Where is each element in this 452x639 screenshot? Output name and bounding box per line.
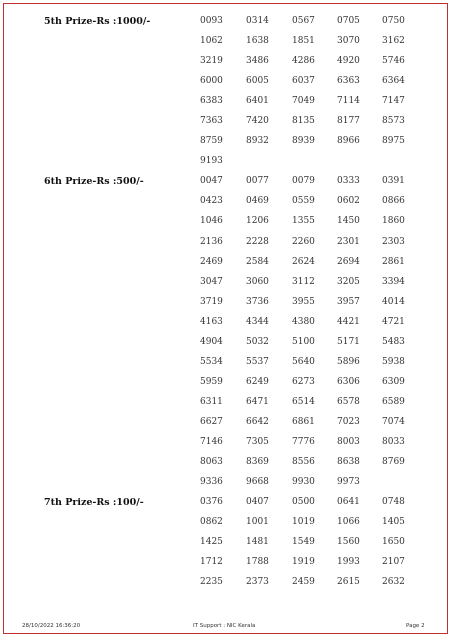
ticket-number: 4904 bbox=[200, 336, 223, 347]
ticket-number: 5938 bbox=[382, 356, 405, 367]
ticket-number: 5100 bbox=[292, 336, 315, 347]
ticket-number: 0376 bbox=[200, 497, 223, 508]
ticket-number: 6306 bbox=[337, 376, 360, 387]
ticket-number: 3060 bbox=[246, 276, 269, 287]
ticket-number: 4380 bbox=[292, 316, 315, 327]
ticket-number: 5483 bbox=[382, 336, 405, 347]
number-row bbox=[0, 257, 452, 277]
ticket-number: 2228 bbox=[246, 236, 269, 247]
ticket-number: 1062 bbox=[200, 36, 223, 47]
ticket-number: 1650 bbox=[382, 537, 405, 548]
number-row bbox=[0, 417, 452, 437]
ticket-number: 0705 bbox=[337, 16, 360, 26]
ticket-number: 3736 bbox=[246, 296, 269, 307]
ticket-number: 8975 bbox=[382, 136, 405, 147]
ticket-number: 6642 bbox=[246, 416, 269, 427]
ticket-number: 6000 bbox=[200, 76, 223, 87]
ticket-number: 0047 bbox=[200, 176, 223, 187]
page-footer bbox=[0, 623, 452, 635]
ticket-number: 6627 bbox=[200, 416, 223, 427]
ticket-number: 8003 bbox=[337, 437, 360, 448]
ticket-number: 1450 bbox=[337, 216, 360, 227]
ticket-number: 8966 bbox=[337, 136, 360, 147]
ticket-number: 1851 bbox=[292, 36, 315, 47]
ticket-number: 2136 bbox=[200, 236, 223, 247]
prize-title: 5th Prize-Rs :1000/- bbox=[44, 16, 151, 27]
ticket-number: 9336 bbox=[200, 477, 223, 488]
ticket-number: 5640 bbox=[292, 356, 315, 367]
ticket-number: 6364 bbox=[382, 76, 405, 87]
ticket-number: 0093 bbox=[200, 16, 223, 26]
ticket-number: 0567 bbox=[292, 16, 315, 26]
ticket-number: 4014 bbox=[382, 296, 405, 307]
number-row bbox=[0, 537, 452, 557]
ticket-number: 4721 bbox=[382, 316, 405, 327]
ticket-number: 7305 bbox=[246, 437, 269, 448]
number-row bbox=[0, 176, 452, 196]
number-row bbox=[0, 196, 452, 216]
ticket-number: 6037 bbox=[292, 76, 315, 87]
ticket-number: 2260 bbox=[292, 236, 315, 247]
ticket-number: 7420 bbox=[246, 116, 269, 127]
ticket-number: 3205 bbox=[337, 276, 360, 287]
ticket-number: 1788 bbox=[246, 557, 269, 568]
ticket-number: 1405 bbox=[382, 517, 405, 528]
ticket-number: 3955 bbox=[292, 296, 315, 307]
ticket-number: 0866 bbox=[382, 196, 405, 207]
ticket-number: 4286 bbox=[292, 56, 315, 67]
ticket-number: 0391 bbox=[382, 176, 405, 187]
ticket-number: 8556 bbox=[292, 457, 315, 468]
ticket-number: 6309 bbox=[382, 376, 405, 387]
ticket-number: 8638 bbox=[337, 457, 360, 468]
ticket-number: 1712 bbox=[200, 557, 223, 568]
ticket-number: 2303 bbox=[382, 236, 405, 247]
ticket-number: 7074 bbox=[382, 416, 405, 427]
ticket-number: 5896 bbox=[337, 356, 360, 367]
ticket-number: 3219 bbox=[200, 56, 223, 67]
ticket-number: 1560 bbox=[337, 537, 360, 548]
ticket-number: 9930 bbox=[292, 477, 315, 488]
footer-timestamp: 28/10/2022 16:36:20 bbox=[22, 623, 81, 629]
ticket-number: 1860 bbox=[382, 216, 405, 227]
ticket-number: 0559 bbox=[292, 196, 315, 207]
ticket-number: 0641 bbox=[337, 497, 360, 508]
ticket-number: 0862 bbox=[200, 517, 223, 528]
number-row bbox=[0, 497, 452, 517]
number-row bbox=[0, 36, 452, 56]
ticket-number: 8769 bbox=[382, 457, 405, 468]
ticket-number: 2301 bbox=[337, 236, 360, 247]
ticket-number: 2694 bbox=[337, 256, 360, 267]
number-row bbox=[0, 116, 452, 136]
ticket-number: 7049 bbox=[292, 96, 315, 107]
ticket-number: 5171 bbox=[337, 336, 360, 347]
ticket-number: 1481 bbox=[246, 537, 269, 548]
ticket-number: 0750 bbox=[382, 16, 405, 26]
number-row bbox=[0, 96, 452, 116]
ticket-number: 7363 bbox=[200, 116, 223, 127]
ticket-number: 8063 bbox=[200, 457, 223, 468]
number-row bbox=[0, 457, 452, 477]
ticket-number: 3394 bbox=[382, 276, 405, 287]
ticket-number: 8939 bbox=[292, 136, 315, 147]
ticket-number: 0748 bbox=[382, 497, 405, 508]
ticket-number: 4344 bbox=[246, 316, 269, 327]
number-row bbox=[0, 437, 452, 457]
ticket-number: 6311 bbox=[200, 396, 223, 407]
ticket-number: 1549 bbox=[292, 537, 315, 548]
number-row bbox=[0, 76, 452, 96]
ticket-number: 7114 bbox=[337, 96, 360, 107]
ticket-number: 0423 bbox=[200, 196, 223, 207]
ticket-number: 3957 bbox=[337, 296, 360, 307]
number-row bbox=[0, 297, 452, 317]
ticket-number: 2584 bbox=[246, 256, 269, 267]
ticket-number: 4163 bbox=[200, 316, 223, 327]
ticket-number: 2861 bbox=[382, 256, 405, 267]
number-row bbox=[0, 377, 452, 397]
ticket-number: 6005 bbox=[246, 76, 269, 87]
ticket-number: 7146 bbox=[200, 437, 223, 448]
number-row bbox=[0, 56, 452, 76]
ticket-number: 8759 bbox=[200, 136, 223, 147]
number-row bbox=[0, 577, 452, 597]
number-row bbox=[0, 16, 452, 36]
ticket-number: 3047 bbox=[200, 276, 223, 287]
ticket-number: 6578 bbox=[337, 396, 360, 407]
ticket-number: 0314 bbox=[246, 16, 269, 26]
ticket-number: 0469 bbox=[246, 196, 269, 207]
ticket-number: 6401 bbox=[246, 96, 269, 107]
prize-title: 7th Prize-Rs :100/- bbox=[44, 497, 144, 509]
ticket-number: 3719 bbox=[200, 296, 223, 307]
ticket-number: 8033 bbox=[382, 437, 405, 448]
ticket-number: 1993 bbox=[337, 557, 360, 568]
ticket-number: 4920 bbox=[337, 56, 360, 67]
ticket-number: 1206 bbox=[246, 216, 269, 227]
ticket-number: 5032 bbox=[246, 336, 269, 347]
ticket-number: 8135 bbox=[292, 116, 315, 127]
ticket-number: 2469 bbox=[200, 256, 223, 267]
ticket-number: 6471 bbox=[246, 396, 269, 407]
ticket-number: 1638 bbox=[246, 36, 269, 47]
ticket-number: 1425 bbox=[200, 537, 223, 548]
ticket-number: 0333 bbox=[337, 176, 360, 187]
ticket-number: 0077 bbox=[246, 176, 269, 187]
ticket-number: 8932 bbox=[246, 136, 269, 147]
ticket-number: 3112 bbox=[292, 276, 315, 287]
ticket-number: 0500 bbox=[292, 497, 315, 508]
footer-page-number: Page 2 bbox=[406, 623, 425, 629]
ticket-number: 7023 bbox=[337, 416, 360, 427]
number-row bbox=[0, 557, 452, 577]
footer-support: IT Support : NIC Kerala bbox=[193, 623, 256, 629]
ticket-number: 1919 bbox=[292, 557, 315, 568]
number-row bbox=[0, 237, 452, 257]
number-row bbox=[0, 337, 452, 357]
ticket-number: 1355 bbox=[292, 216, 315, 227]
ticket-number: 6861 bbox=[292, 416, 315, 427]
ticket-number: 0079 bbox=[292, 176, 315, 187]
ticket-number: 9973 bbox=[337, 477, 360, 488]
ticket-number: 2624 bbox=[292, 256, 315, 267]
ticket-number: 1001 bbox=[246, 517, 269, 528]
ticket-number: 2615 bbox=[337, 577, 360, 588]
ticket-number: 6589 bbox=[382, 396, 405, 407]
ticket-number: 4421 bbox=[337, 316, 360, 327]
ticket-number: 7147 bbox=[382, 96, 405, 107]
number-row bbox=[0, 357, 452, 377]
ticket-number: 6249 bbox=[246, 376, 269, 387]
ticket-number: 6363 bbox=[337, 76, 360, 87]
number-row bbox=[0, 277, 452, 297]
number-row bbox=[0, 156, 452, 176]
ticket-number: 6273 bbox=[292, 376, 315, 387]
ticket-number: 9668 bbox=[246, 477, 269, 488]
ticket-number: 6514 bbox=[292, 396, 315, 407]
ticket-number: 7776 bbox=[292, 437, 315, 448]
ticket-number: 5537 bbox=[246, 356, 269, 367]
ticket-number: 9193 bbox=[200, 156, 223, 167]
ticket-number: 1066 bbox=[337, 517, 360, 528]
ticket-number: 2632 bbox=[382, 577, 405, 588]
ticket-number: 5959 bbox=[200, 376, 223, 387]
ticket-number: 3162 bbox=[382, 36, 405, 47]
number-row bbox=[0, 397, 452, 417]
number-row bbox=[0, 136, 452, 156]
ticket-number: 2459 bbox=[292, 577, 315, 588]
number-row bbox=[0, 317, 452, 337]
ticket-number: 2373 bbox=[246, 577, 269, 588]
ticket-number: 3486 bbox=[246, 56, 269, 67]
number-row bbox=[0, 477, 452, 497]
ticket-number: 0407 bbox=[246, 497, 269, 508]
ticket-number: 0602 bbox=[337, 196, 360, 207]
ticket-number: 3070 bbox=[337, 36, 360, 47]
ticket-number: 5746 bbox=[382, 56, 405, 67]
number-row bbox=[0, 517, 452, 537]
ticket-number: 8573 bbox=[382, 116, 405, 127]
ticket-number: 2235 bbox=[200, 577, 223, 588]
ticket-number: 8177 bbox=[337, 116, 360, 127]
ticket-number: 5534 bbox=[200, 356, 223, 367]
ticket-number: 6383 bbox=[200, 96, 223, 107]
ticket-number: 8369 bbox=[246, 457, 269, 468]
ticket-number: 2107 bbox=[382, 557, 405, 568]
number-row bbox=[0, 216, 452, 236]
prize-title: 6th Prize-Rs :500/- bbox=[44, 176, 144, 188]
ticket-number: 1019 bbox=[292, 517, 315, 528]
ticket-number: 1046 bbox=[200, 216, 223, 227]
